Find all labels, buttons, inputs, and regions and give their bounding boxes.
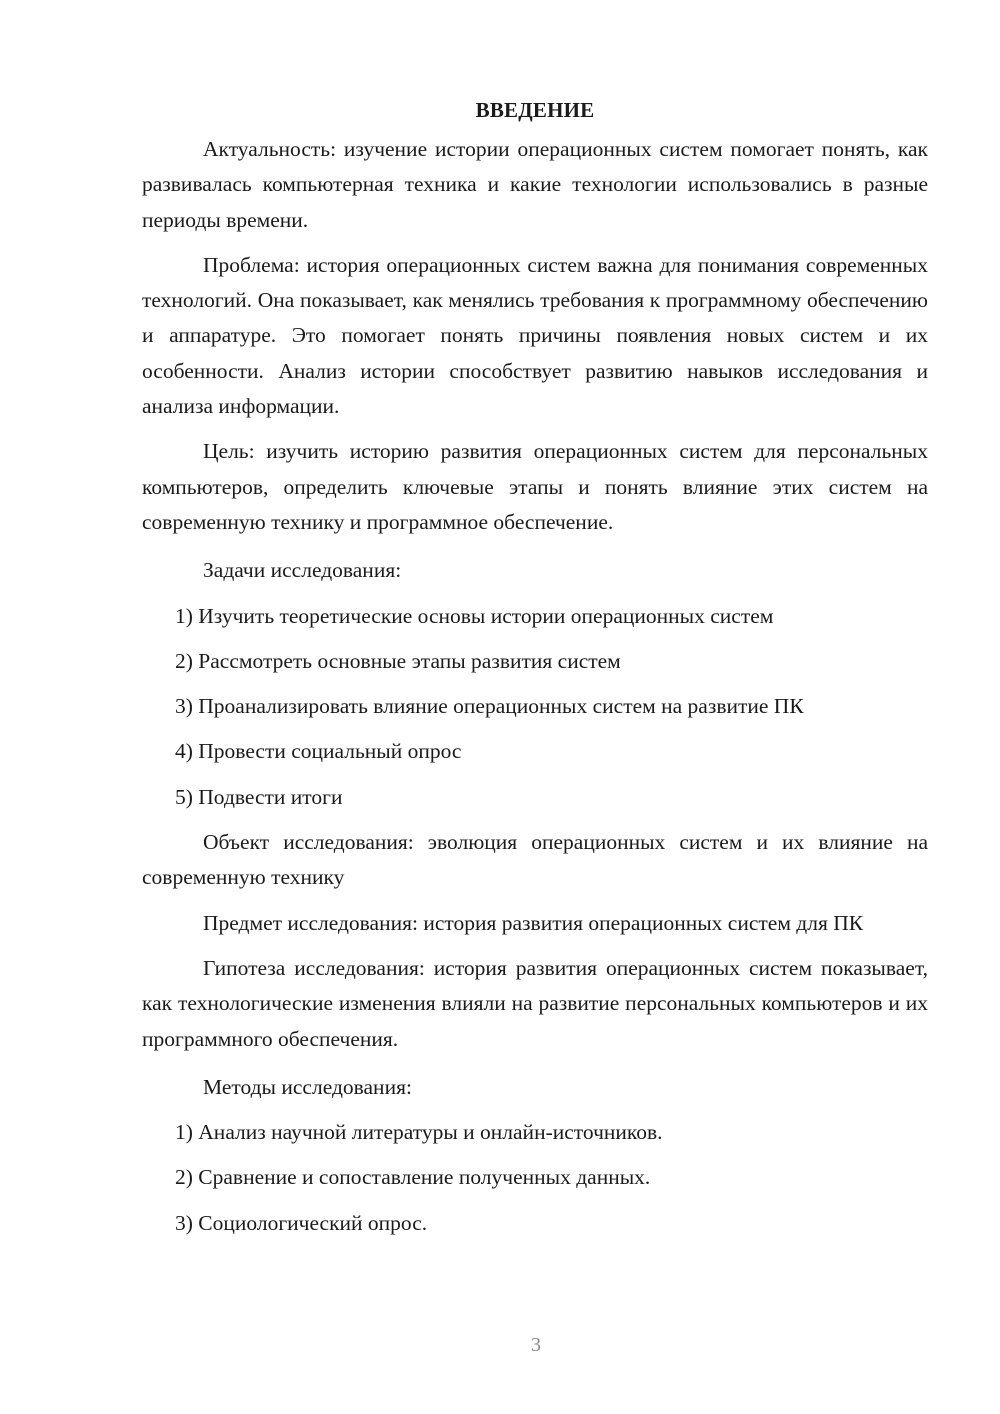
methods-list-item: 3) Социологический опрос. [175, 1210, 428, 1235]
section-heading: ВВЕДЕНИЕ [475, 98, 595, 122]
tasks-list-item: 1) Изучить теоретические основы истории операционных систем [175, 603, 774, 628]
methods-list-item: 2) Сравнение и сопоставление полученных данных. [175, 1165, 651, 1190]
relevance-paragraph: Актуальность: изучение истории операционных систем помогает понять, как развивалась компьютерная техника и какие технологии использовались в разные периоды времени. [142, 137, 928, 232]
methods-list-item: 1) Анализ научной литературы и онлайн-источников. [175, 1120, 663, 1145]
tasks-label: Задачи исследования: [203, 558, 402, 583]
tasks-list-item: 2) Рассмотреть основные этапы развития систем [175, 648, 621, 673]
document-page [142, 92, 928, 1241]
goal-paragraph: Цель: изучить историю развития операционных систем для персональных компьютеров, определить ключевые этапы и понять влияние этих систем на современную технику и программное обеспечение. [142, 439, 928, 534]
tasks-list-item: 4) Провести социальный опрос [175, 739, 462, 764]
hypothesis-paragraph: Гипотеза исследования: история развития операционных систем показывает, как технологические изменения влияли на развитие персональных компьютеров и их программного обеспечения. [142, 955, 928, 1051]
problem-paragraph: Проблема: история операционных систем важна для понимания современных технологий. Она показывает, как менялись требования к программному обеспечению и аппаратуре. Это помогает понять причины появления новых систем и их особенности. Анализ истории способствует развитию навыков исследования и анализа информации. [142, 252, 928, 419]
methods-label: Методы исследования: [203, 1074, 412, 1099]
subject-paragraph: Предмет исследования: история развития операционных систем для ПК [203, 910, 864, 935]
tasks-list-item: 3) Проанализировать влияние операционных систем на развитие ПК [175, 694, 804, 719]
page-number: 3 [531, 1334, 541, 1356]
object-paragraph: Объект исследования: эволюция операционных систем и их влияние на современную технику [142, 830, 928, 890]
tasks-list-item: 5) Подвести итоги [175, 784, 343, 809]
